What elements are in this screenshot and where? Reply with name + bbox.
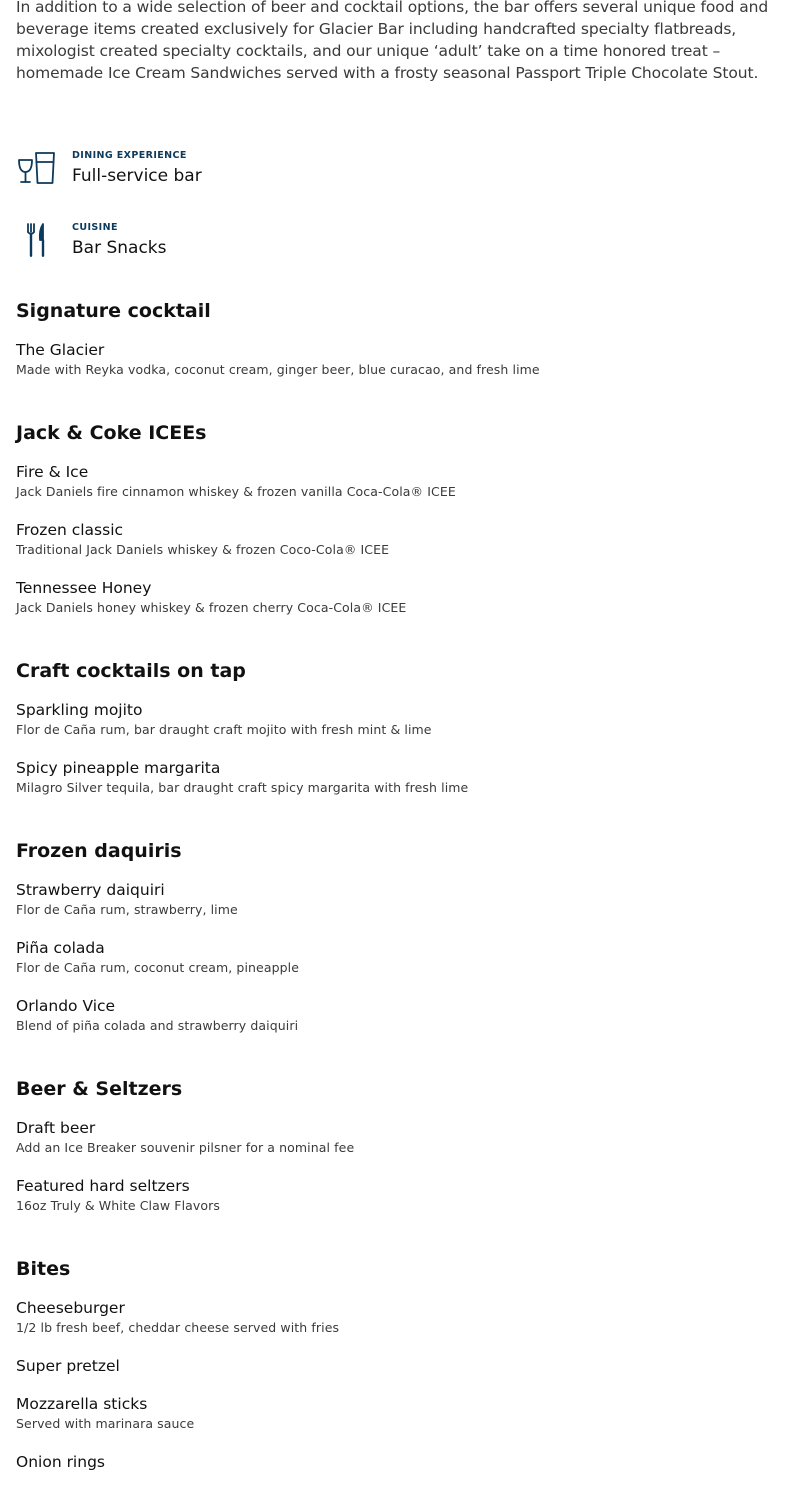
item-name: Strawberry daiquiri bbox=[16, 881, 165, 899]
item-name: Draft beer bbox=[16, 1119, 96, 1137]
menu-item bbox=[16, 1356, 771, 1376]
section-title-signature-cocktail: Signature cocktail bbox=[16, 300, 211, 322]
item-description: Flor de Caña rum, bar draught craft mojito with fresh mint & lime bbox=[16, 722, 432, 737]
section-title-jack-coke-icees: Jack & Coke ICEEs bbox=[16, 422, 207, 444]
item-description: Jack Daniels fire cinnamon whiskey & frozen vanilla Coca-Cola® ICEE bbox=[16, 484, 456, 499]
menu-item bbox=[16, 700, 771, 738]
menu-item bbox=[16, 996, 771, 1034]
dining-experience-value: Full-service bar bbox=[72, 166, 202, 186]
item-description: Flor de Caña rum, strawberry, lime bbox=[16, 902, 238, 917]
menu-item bbox=[16, 578, 771, 616]
item-description: Add an Ice Breaker souvenir pilsner for a nominal fee bbox=[16, 1140, 355, 1155]
item-name: Sparkling mojito bbox=[16, 701, 143, 719]
menu-item bbox=[16, 1176, 771, 1214]
item-description: Flor de Caña rum, coconut cream, pineapple bbox=[16, 960, 300, 975]
menu-item bbox=[16, 1452, 771, 1472]
item-name: Super pretzel bbox=[16, 1357, 120, 1375]
item-name: Spicy pineapple margarita bbox=[16, 759, 221, 777]
menu-item bbox=[16, 938, 771, 976]
section-title-craft-cocktails: Craft cocktails on tap bbox=[16, 660, 246, 682]
item-description: Jack Daniels honey whiskey & frozen cherry Coca-Cola® ICEE bbox=[16, 600, 407, 615]
item-name: The Glacier bbox=[16, 341, 105, 359]
item-name: Tennessee Honey bbox=[16, 579, 152, 597]
menu-item bbox=[16, 340, 771, 378]
item-description: 16oz Truly & White Claw Flavors bbox=[16, 1198, 221, 1213]
glasses-icon bbox=[16, 150, 58, 192]
item-name: Frozen classic bbox=[16, 521, 124, 539]
item-name: Featured hard seltzers bbox=[16, 1177, 190, 1195]
dining-experience-label: DINING EXPERIENCE bbox=[72, 150, 187, 161]
item-description: Traditional Jack Daniels whiskey & frozen Coco-Cola® ICEE bbox=[16, 542, 390, 557]
item-description: 1/2 lb fresh beef, cheddar cheese served with fries bbox=[16, 1320, 340, 1335]
item-name: Cheeseburger bbox=[16, 1299, 125, 1317]
section-title-beer-seltzers: Beer & Seltzers bbox=[16, 1078, 183, 1100]
item-name: Onion rings bbox=[16, 1453, 105, 1471]
item-description: Milagro Silver tequila, bar draught craft spicy margarita with fresh lime bbox=[16, 780, 469, 795]
item-name: Piña colada bbox=[16, 939, 105, 957]
intro-paragraph: In addition to a wide selection of beer and cocktail options, the bar offers several unique food and beverage items created exclusively for Glacier Bar including handcrafted specialty flatbreads, mixologist created specialty cocktails, and our unique ‘adult’ take on a time honored treat – homemade Ice Cream Sandwiches served with a frosty seasonal Passport Triple Chocolate Stout. bbox=[16, 0, 769, 82]
item-description: Blend of piña colada and strawberry daiquiri bbox=[16, 1018, 299, 1033]
item-description: Made with Reyka vodka, coconut cream, ginger beer, blue curacao, and fresh lime bbox=[16, 362, 540, 377]
item-name: Mozzarella sticks bbox=[16, 1395, 148, 1413]
cuisine-value: Bar Snacks bbox=[72, 238, 167, 258]
menu-item bbox=[16, 462, 771, 500]
section-title-bites: Bites bbox=[16, 1258, 71, 1280]
menu-item bbox=[16, 880, 771, 918]
menu-item bbox=[16, 1298, 771, 1336]
menu-item bbox=[16, 1394, 771, 1432]
section-title-frozen-daquiris: Frozen daquiris bbox=[16, 840, 182, 862]
cuisine-row bbox=[16, 222, 416, 272]
cuisine-label: CUISINE bbox=[72, 222, 118, 233]
menu-item bbox=[16, 758, 771, 796]
item-name: Orlando Vice bbox=[16, 997, 116, 1015]
item-name: Fire & Ice bbox=[16, 463, 89, 481]
menu-item bbox=[16, 520, 771, 558]
menu-item bbox=[16, 1118, 771, 1156]
dining-experience-row bbox=[16, 150, 416, 200]
item-description: Served with marinara sauce bbox=[16, 1416, 195, 1431]
fork-knife-icon bbox=[16, 222, 58, 264]
